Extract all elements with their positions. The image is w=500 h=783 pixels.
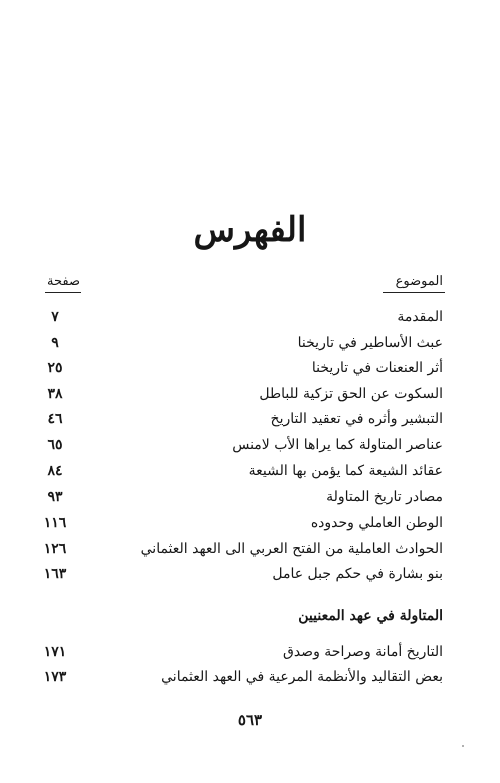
page-title: الفهرس [193, 210, 307, 250]
toc-entry-title: التبشير وأثره في تعقيد التاريخ [270, 411, 443, 427]
toc-entry-page: ١١٦ [43, 515, 67, 531]
page-column-header: صفحة [47, 274, 80, 289]
toc-entry [0, 512, 500, 536]
toc-entry-page: ٨٤ [47, 463, 63, 479]
toc-entry-title: عقائد الشيعة كما يؤمن بها الشيعة [248, 463, 443, 479]
topic-header-rule [383, 292, 445, 293]
toc-entry-title: التاريخ أمانة وصراحة وصدق [282, 644, 443, 660]
paper-speck [462, 745, 464, 747]
section-heading: المتاولة في عهد المعنيين [298, 608, 443, 624]
toc-entry-title: المقدمة [397, 309, 443, 325]
toc-entry [0, 306, 500, 330]
toc-entry [0, 538, 500, 562]
topic-column-header: الموضوع [395, 274, 443, 289]
toc-entry [0, 408, 500, 432]
toc-entry-title: عبث الأساطير في تاريخنا [297, 335, 443, 351]
toc-entry-page: ١٧١ [43, 644, 67, 660]
toc-entry [0, 486, 500, 510]
toc-entry-title: بنو بشارة في حكم جبل عامل [272, 566, 443, 582]
toc-entry-page: ٢٥ [47, 360, 63, 376]
toc-entry-page: ١٧٣ [43, 669, 67, 685]
toc-entry [0, 434, 500, 458]
toc-entry-page: ٧ [51, 309, 59, 325]
toc-entry-page: ٣٨ [47, 386, 63, 402]
toc-entry [0, 563, 500, 587]
toc-entry-page: ٤٦ [47, 411, 63, 427]
toc-entry-page: ١٦٣ [43, 566, 67, 582]
toc-entry-title: السكوت عن الحق تزكية للباطل [259, 386, 443, 402]
toc-entry-page: ٩٣ [47, 489, 63, 505]
toc-entry-title: الوطن العاملي وحدوده [310, 515, 443, 531]
toc-entry [0, 332, 500, 356]
toc-entry-title: بعض التقاليد والأنظمة المرعية في العهد العثماني [161, 669, 443, 685]
toc-entry-title: مصادر تاريخ المتاولة [326, 489, 443, 505]
page-number: ٥٦٣ [237, 711, 263, 729]
toc-entry-title: أثر العنعنات في تاريخنا [311, 360, 443, 376]
toc-entry [0, 357, 500, 381]
toc-entry-page: ١٢٦ [43, 541, 67, 557]
toc-entry-title: عناصر المتاولة كما يراها الأب لامنس [232, 437, 443, 453]
toc-entry [0, 641, 500, 665]
toc-entry-page: ٦٥ [47, 437, 63, 453]
toc-entry-page: ٩ [51, 335, 59, 351]
toc-entry [0, 666, 500, 690]
toc-entry-title: الحوادث العاملية من الفتح العربي الى العهد العثماني [140, 541, 443, 557]
toc-entry [0, 383, 500, 407]
toc-entry [0, 460, 500, 484]
page-header-rule [45, 292, 81, 293]
